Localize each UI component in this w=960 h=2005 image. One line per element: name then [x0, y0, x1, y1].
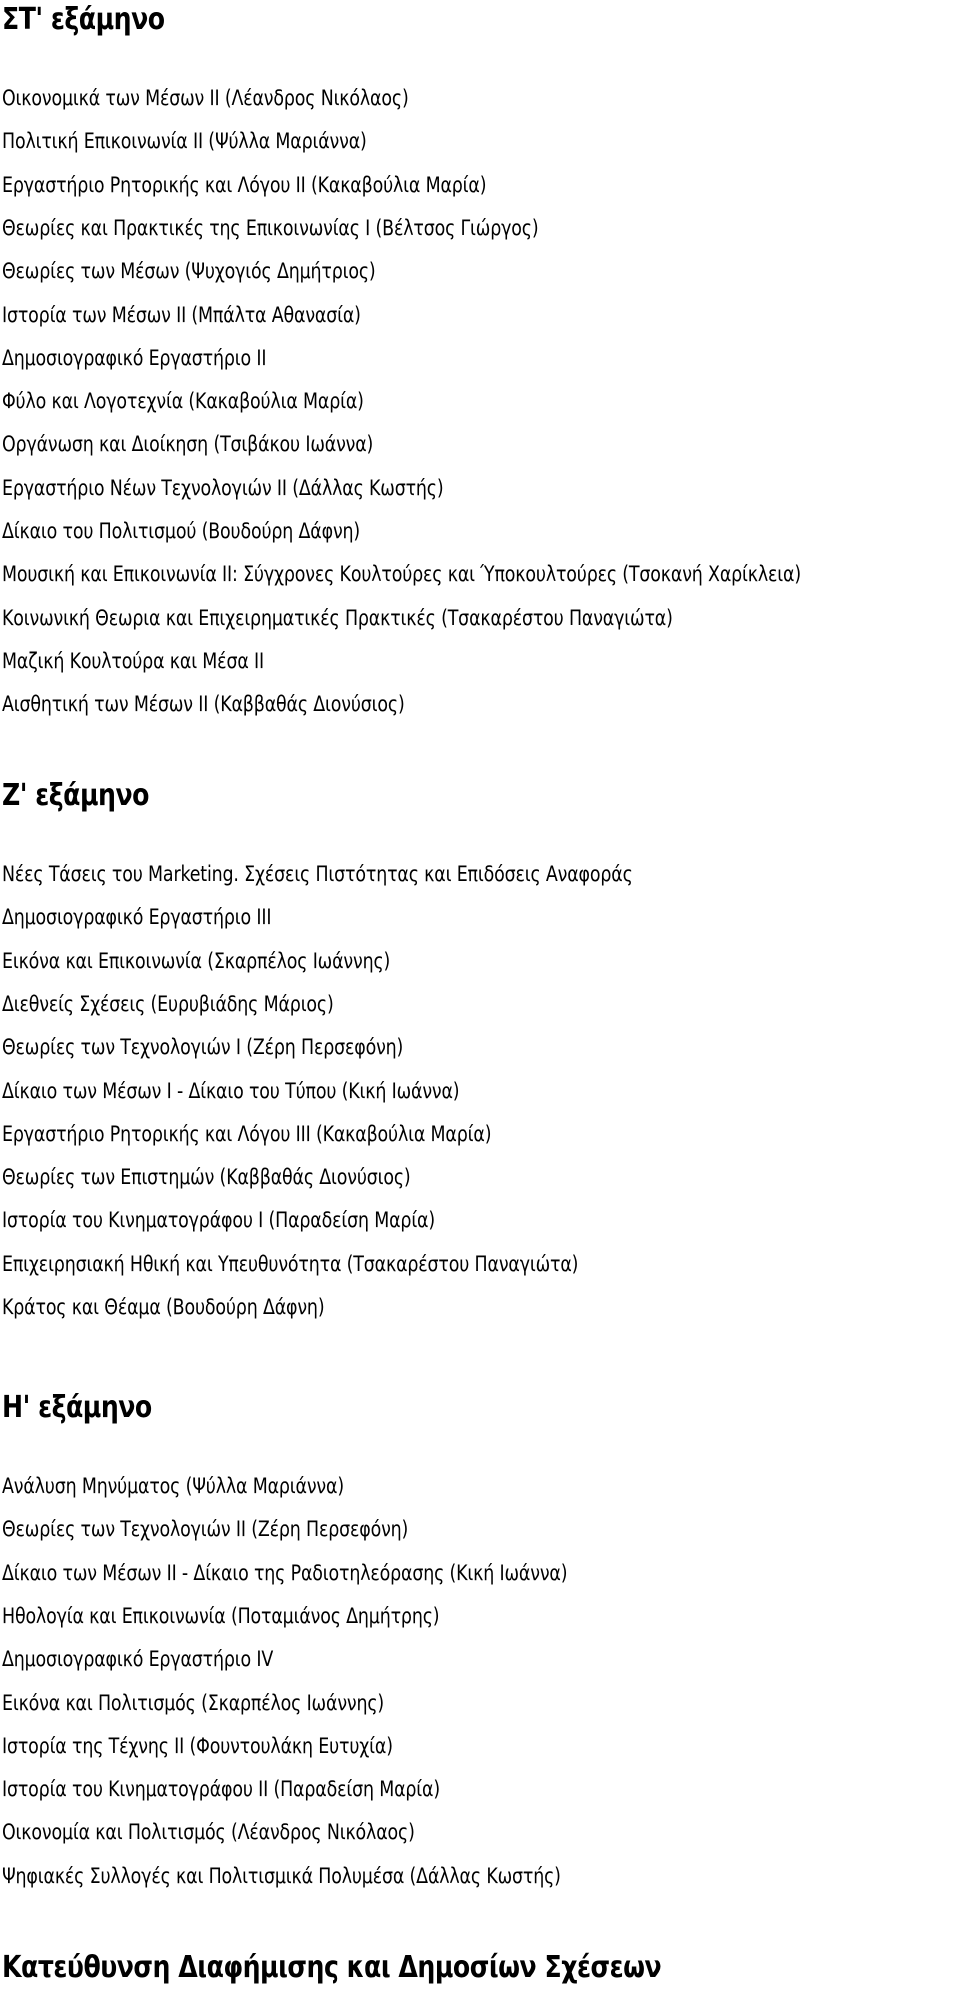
semester-heading: Η' εξάμηνο — [2, 1390, 152, 1425]
course-item: Δίκαιο του Πολιτισμού (Βουδούρη Δάφνη) — [2, 519, 361, 543]
course-item: Φύλο και Λογοτεχνία (Κακαβούλια Μαρία) — [2, 389, 364, 414]
course-item: Εικόνα και Επικοινωνία (Σκαρπέλος Ιωάννης) — [2, 948, 391, 973]
course-item: Νέες Τάσεις του Marketing. Σχέσεις Πιστότητας και Επιδόσεις Αναφοράς — [2, 862, 633, 886]
course-item: Εργαστήριο Ρητορικής και Λόγου ΙΙ (Κακαβούλια Μαρία) — [2, 172, 487, 197]
course-item: Κοινωνική Θεωρια και Επιχειρηματικές Πρακτικές (Τσακαρέστου Παναγιώτα) — [2, 605, 673, 630]
semester-heading: ΣΤ' εξάμηνο — [2, 2, 165, 37]
course-item: Δημοσιογραφικό Εργαστήριο IV — [2, 1647, 274, 1672]
course-item: Οικονομικά των Μέσων ΙΙ (Λέανδρος Νικόλαος) — [2, 86, 409, 110]
course-item: Μαζική Κουλτούρα και Μέσα ΙΙ — [2, 648, 264, 673]
course-item: Ιστορία της Τέχνης ΙΙ (Φουντουλάκη Ευτυχία) — [2, 1733, 393, 1758]
course-item: Πολιτική Επικοινωνία ΙΙ (Ψύλλα Μαριάννα) — [2, 129, 367, 154]
course-item: Ψηφιακές Συλλογές και Πολιτισμικά Πολυμέσα (Δάλλας Κωστής) — [2, 1863, 561, 1888]
course-item: Αισθητική των Μέσων ΙΙ (Καββαθάς Διονύσιος) — [2, 692, 405, 717]
semester-heading: Ζ' εξάμηνο — [2, 778, 149, 813]
course-item: Δημοσιογραφικό Εργαστήριο ΙΙΙ — [2, 905, 272, 930]
course-item: Μουσική και Επικοινωνία ΙΙ: Σύγχρονες Κουλτούρες και Ύποκουλτούρες (Τσοκανή Χαρίκλεια) — [2, 562, 801, 587]
course-item: Εργαστήριο Ρητορικής και Λόγου ΙΙΙ (Κακαβούλια Μαρία) — [2, 1121, 492, 1146]
course-item: Ιστορία των Μέσων ΙΙ (Μπάλτα Αθανασία) — [2, 302, 361, 327]
course-item: Διεθνείς Σχέσεις (Ευρυβιάδης Μάριος) — [2, 991, 334, 1016]
course-item: Θεωρίες των Επιστημών (Καββαθάς Διονύσιος) — [2, 1165, 411, 1190]
course-item: Οικονομία και Πολιτισμός (Λέανδρος Νικόλαος) — [2, 1820, 415, 1845]
course-item: Ιστορία του Κινηματογράφου ΙΙ (Παραδείση Μαρία) — [2, 1777, 440, 1802]
course-item: Ηθολογία και Επικοινωνία (Ποταμιάνος Δημήτρης) — [2, 1603, 440, 1628]
course-item: Θεωρίες των Τεχνολογιών ΙΙ (Ζέρη Περσεφόνη) — [2, 1517, 409, 1542]
course-item: Θεωρίες και Πρακτικές της Επικοινωνίας Ι (Βέλτσος Γιώργος) — [2, 215, 539, 240]
course-item: Θεωρίες των Μέσων (Ψυχογιός Δημήτριος) — [2, 259, 376, 284]
course-item: Ιστορία του Κινηματογράφου Ι (Παραδείση Μαρία) — [2, 1208, 436, 1233]
course-item: Κράτος και Θέαμα (Βουδούρη Δάφνη) — [2, 1295, 325, 1319]
course-item: Επιχειρησιακή Ηθική και Υπευθυνότητα (Τσακαρέστου Παναγιώτα) — [2, 1251, 579, 1276]
course-item: Οργάνωση και Διοίκηση (Τσιβάκου Ιωάννα) — [2, 432, 374, 457]
course-item: Δημοσιογραφικό Εργαστήριο ΙΙ — [2, 345, 267, 370]
course-item: Δίκαιο των Μέσων ΙΙ - Δίκαιο της Ραδιοτηλεόρασης (Κική Ιωάννα) — [2, 1560, 568, 1585]
course-item: Εικόνα και Πολιτισμός (Σκαρπέλος Ιωάννης) — [2, 1690, 385, 1715]
course-item: Εργαστήριο Νέων Τεχνολογιών ΙΙ (Δάλλας Κωστής) — [2, 475, 444, 500]
course-item: Θεωρίες των Τεχνολογιών Ι (Ζέρη Περσεφόνη) — [2, 1035, 404, 1060]
course-item: Δίκαιο των Μέσων Ι - Δίκαιο του Τύπου (Κική Ιωάννα) — [2, 1078, 460, 1103]
semester-heading: Κατεύθυνση Διαφήμισης και Δημοσίων Σχέσεων — [2, 1950, 662, 1985]
course-item: Ανάλυση Μηνύματος (Ψύλλα Μαριάννα) — [2, 1474, 344, 1498]
